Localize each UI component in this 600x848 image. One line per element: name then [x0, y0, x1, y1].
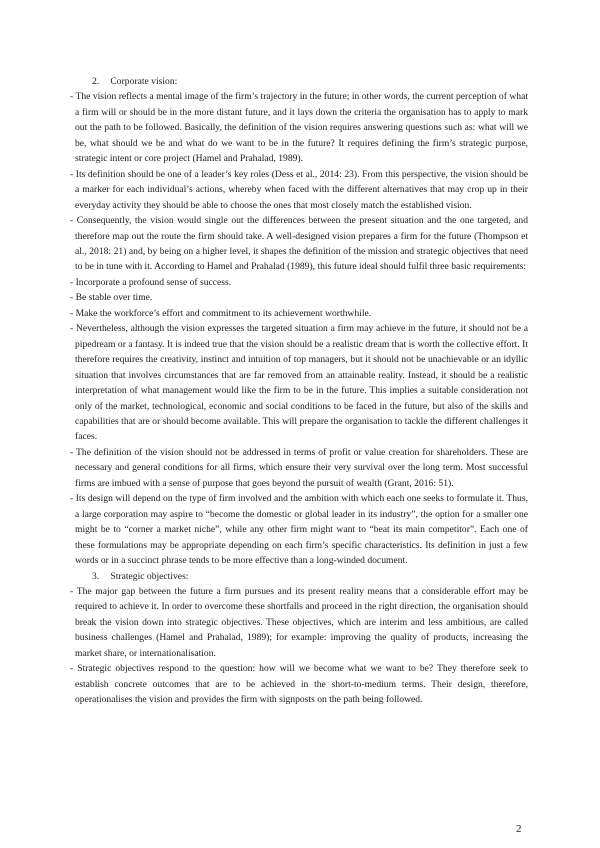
section-number: 2. — [92, 76, 100, 87]
paragraph: - Strategic objectives respond to the question: how will we become what we want to be? They therefore seek to establish concrete outcomes that are to be achieved in the short-to-medium terms. Their design, therefore, operationalises the vision and provides the firm with signposts on the path being followed. — [70, 663, 528, 706]
paragraph: - Its definition should be one of a leader’s key roles (Dess et al., 2014: 23). From this perspective, the vision should be a marker for each individual’s actions, whereby when faced with the different alternatives that may crop up in their everyday activity they should be able to choose the ones that most closely match the established vision. — [70, 168, 528, 211]
paragraph: - Its design will depend on the type of firm involved and the ambition with which each one seeks to formulate it. Thus, a large corporation may aspire to “become the domestic or global leader in its industry”, the option for a smaller one might be to “corner a market niche”, while any other firm might want to “beat its main competitor”. Each one of these formulations may be appropriate depending on each firm’s specific characteristics. Its definition in just a few words or in a succinct phrase tends to be more effective than a long-winded document. — [70, 493, 528, 567]
requirement-item: - Be stable over time. — [70, 292, 153, 304]
requirement-item: - Incorporate a profound sense of success. — [70, 276, 232, 288]
section-heading-strategic-objectives — [70, 569, 528, 584]
requirement-item: - Make the workforce’s effort and commitment to its achievement worthwhile. — [70, 307, 372, 319]
section-title: Corporate vision: — [110, 76, 178, 87]
page-body — [70, 74, 528, 708]
paragraph: - Consequently, the vision would single out the differences between the present situation and the one targeted, and therefore map out the route the firm should take. A well-designed vision prepares a firm for the future (Thompson et al., 2018: 21) and, by being on a higher level, it shapes the definition of the mission and strategic objectives that need to be in tune with it. According to Hamel and Prahalad (1989), this future ideal should fulfil three basic requirements: — [70, 215, 528, 273]
section-heading-corporate-vision — [70, 74, 528, 89]
section-number: 3. — [92, 570, 100, 582]
paragraph: - Nevertheless, although the vision expresses the targeted situation a firm may achieve in the future, it should not be a pipedream or a fantasy. It is indeed true that the vision should be a realistic dream that is worth the collective effort. It therefore requires the creativity, instinct and intuition of top managers, but it should not be unachievable or an idyllic situation that involves circumstances that are far removed from an attainable reality. Instead, it should be a realistic interpretation of what management would like the firm to be in the future. This implies a suitable consideration not only of the market, technological, economic and social conditions to be faced in the future, but also of the skills and capabilities that are or should become available. This will prepare the organisation to tackle the different challenges it faces. — [70, 323, 528, 443]
section-title: Strategic objectives: — [110, 570, 189, 582]
paragraph: - The major gap between the future a firm pursues and its present reality means that a considerable effort may be required to achieve it. In order to overcome these shortfalls and proceed in the right direction, the organisation should break the vision down into strategic objectives. These objectives, which are interim and less ambitious, are called business challenges (Hamel and Prahalad, 1989); for example: improving the quality of products, increasing the market share, or internationalisation. — [70, 585, 528, 659]
page-number: 2 — [516, 823, 522, 835]
paragraph: - The definition of the vision should not be addressed in terms of profit or value creation for shareholders. These are necessary and general conditions for all firms, which ensure their very survival over the long term. Most successful firms are imbued with a sense of purpose that goes beyond the pursuit of wealth (Grant, 2016: 51). — [70, 446, 528, 489]
paragraph: - The vision reflects a mental image of the firm’s trajectory in the future; in other words, the current perception of what a firm will or should be in the more distant future, and it lays down the criteria the organisation has to apply to mark out the path to be followed. Basically, the definition of the vision requires answering questions such as: what will we be, what should we be and what do we want to be in the future? It requires defining the firm’s strategic purpose, strategic intent or core project (Hamel and Prahalad, 1989). — [70, 91, 528, 165]
